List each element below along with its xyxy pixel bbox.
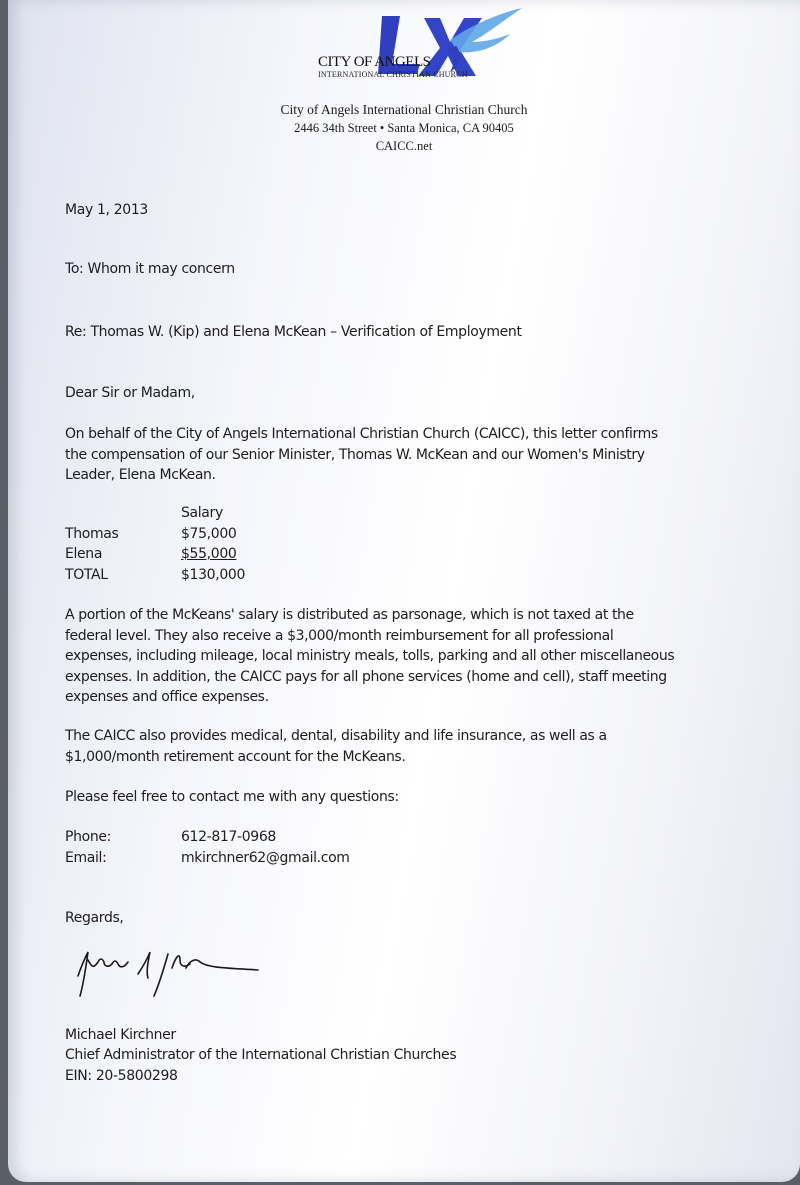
- signer-title: Chief Administrator of the International Christian Churches: [65, 1047, 457, 1063]
- letter-salutation: Dear Sir or Madam,: [65, 385, 195, 401]
- parsonage-paragraph: [65, 605, 765, 708]
- salary-row-name: Elena: [65, 546, 103, 562]
- signer-ein: EIN: 20-5800298: [65, 1068, 178, 1084]
- salary-row-amount: $55,000: [181, 546, 237, 562]
- letter-subject: Re: Thomas W. (Kip) and Elena McKean – Verification of Employment: [65, 324, 522, 340]
- logo-subtext: INTERNATIONAL CHRISTIAN CHURCH: [318, 70, 468, 79]
- org-website: CAICC.net: [375, 139, 433, 153]
- parsonage-line: federal level. They also receive a $3,000/month reimbursement for all professional: [65, 627, 614, 644]
- salary-header: Salary: [181, 505, 223, 521]
- intro-paragraph: [65, 424, 765, 486]
- salary-row-amount: $75,000: [181, 526, 237, 542]
- salary-total-amount: $130,000: [181, 567, 246, 583]
- salary-total-label: TOTAL: [65, 567, 108, 583]
- org-name: City of Angels International Christian Church: [280, 102, 528, 117]
- email-address[interactable]: mkirchner62@gmail.com: [181, 850, 350, 866]
- church-logo: [300, 6, 530, 80]
- signer-name: Michael Kirchner: [65, 1027, 176, 1043]
- letter-date: May 1, 2013: [65, 202, 148, 218]
- intro-line: Leader, Elena McKean.: [65, 467, 216, 483]
- salary-row-name: Thomas: [65, 526, 119, 542]
- phone-number[interactable]: 612-817-0968: [181, 829, 276, 845]
- email-label: Email:: [65, 850, 107, 866]
- benefits-paragraph: [65, 726, 765, 767]
- intro-line: On behalf of the City of Angels International Christian Church (CAICC), this letter confirms: [65, 426, 658, 442]
- org-address: 2446 34th Street • Santa Monica, CA 90405: [294, 121, 514, 135]
- benefits-line: $1,000/month retirement account for the McKeans.: [65, 748, 406, 765]
- signature-image: [68, 938, 288, 1008]
- logo-city-of-angels: CITY OF ANGELS: [318, 54, 431, 70]
- parsonage-line: expenses and office expenses.: [65, 689, 269, 705]
- benefits-line: The CAICC also provides medical, dental, disability and life insurance, as well as a: [65, 728, 607, 744]
- phone-label: Phone:: [65, 829, 111, 845]
- intro-line: the compensation of our Senior Minister, Thomas W. McKean and our Women's Ministry: [65, 446, 645, 463]
- letter-recipient: To: Whom it may concern: [65, 261, 235, 277]
- parsonage-line: A portion of the McKeans' salary is distributed as parsonage, which is not taxed at the: [65, 607, 634, 623]
- contact-intro: Please feel free to contact me with any questions:: [65, 789, 399, 805]
- letter-closing: Regards,: [65, 910, 124, 926]
- parsonage-line: expenses, including mileage, local ministry meals, tolls, parking and all other miscellaneous: [65, 648, 675, 664]
- letter-page: [8, 0, 800, 1182]
- parsonage-line: expenses. In addition, the CAICC pays for all phone services (home and cell), staff meeting: [65, 668, 667, 685]
